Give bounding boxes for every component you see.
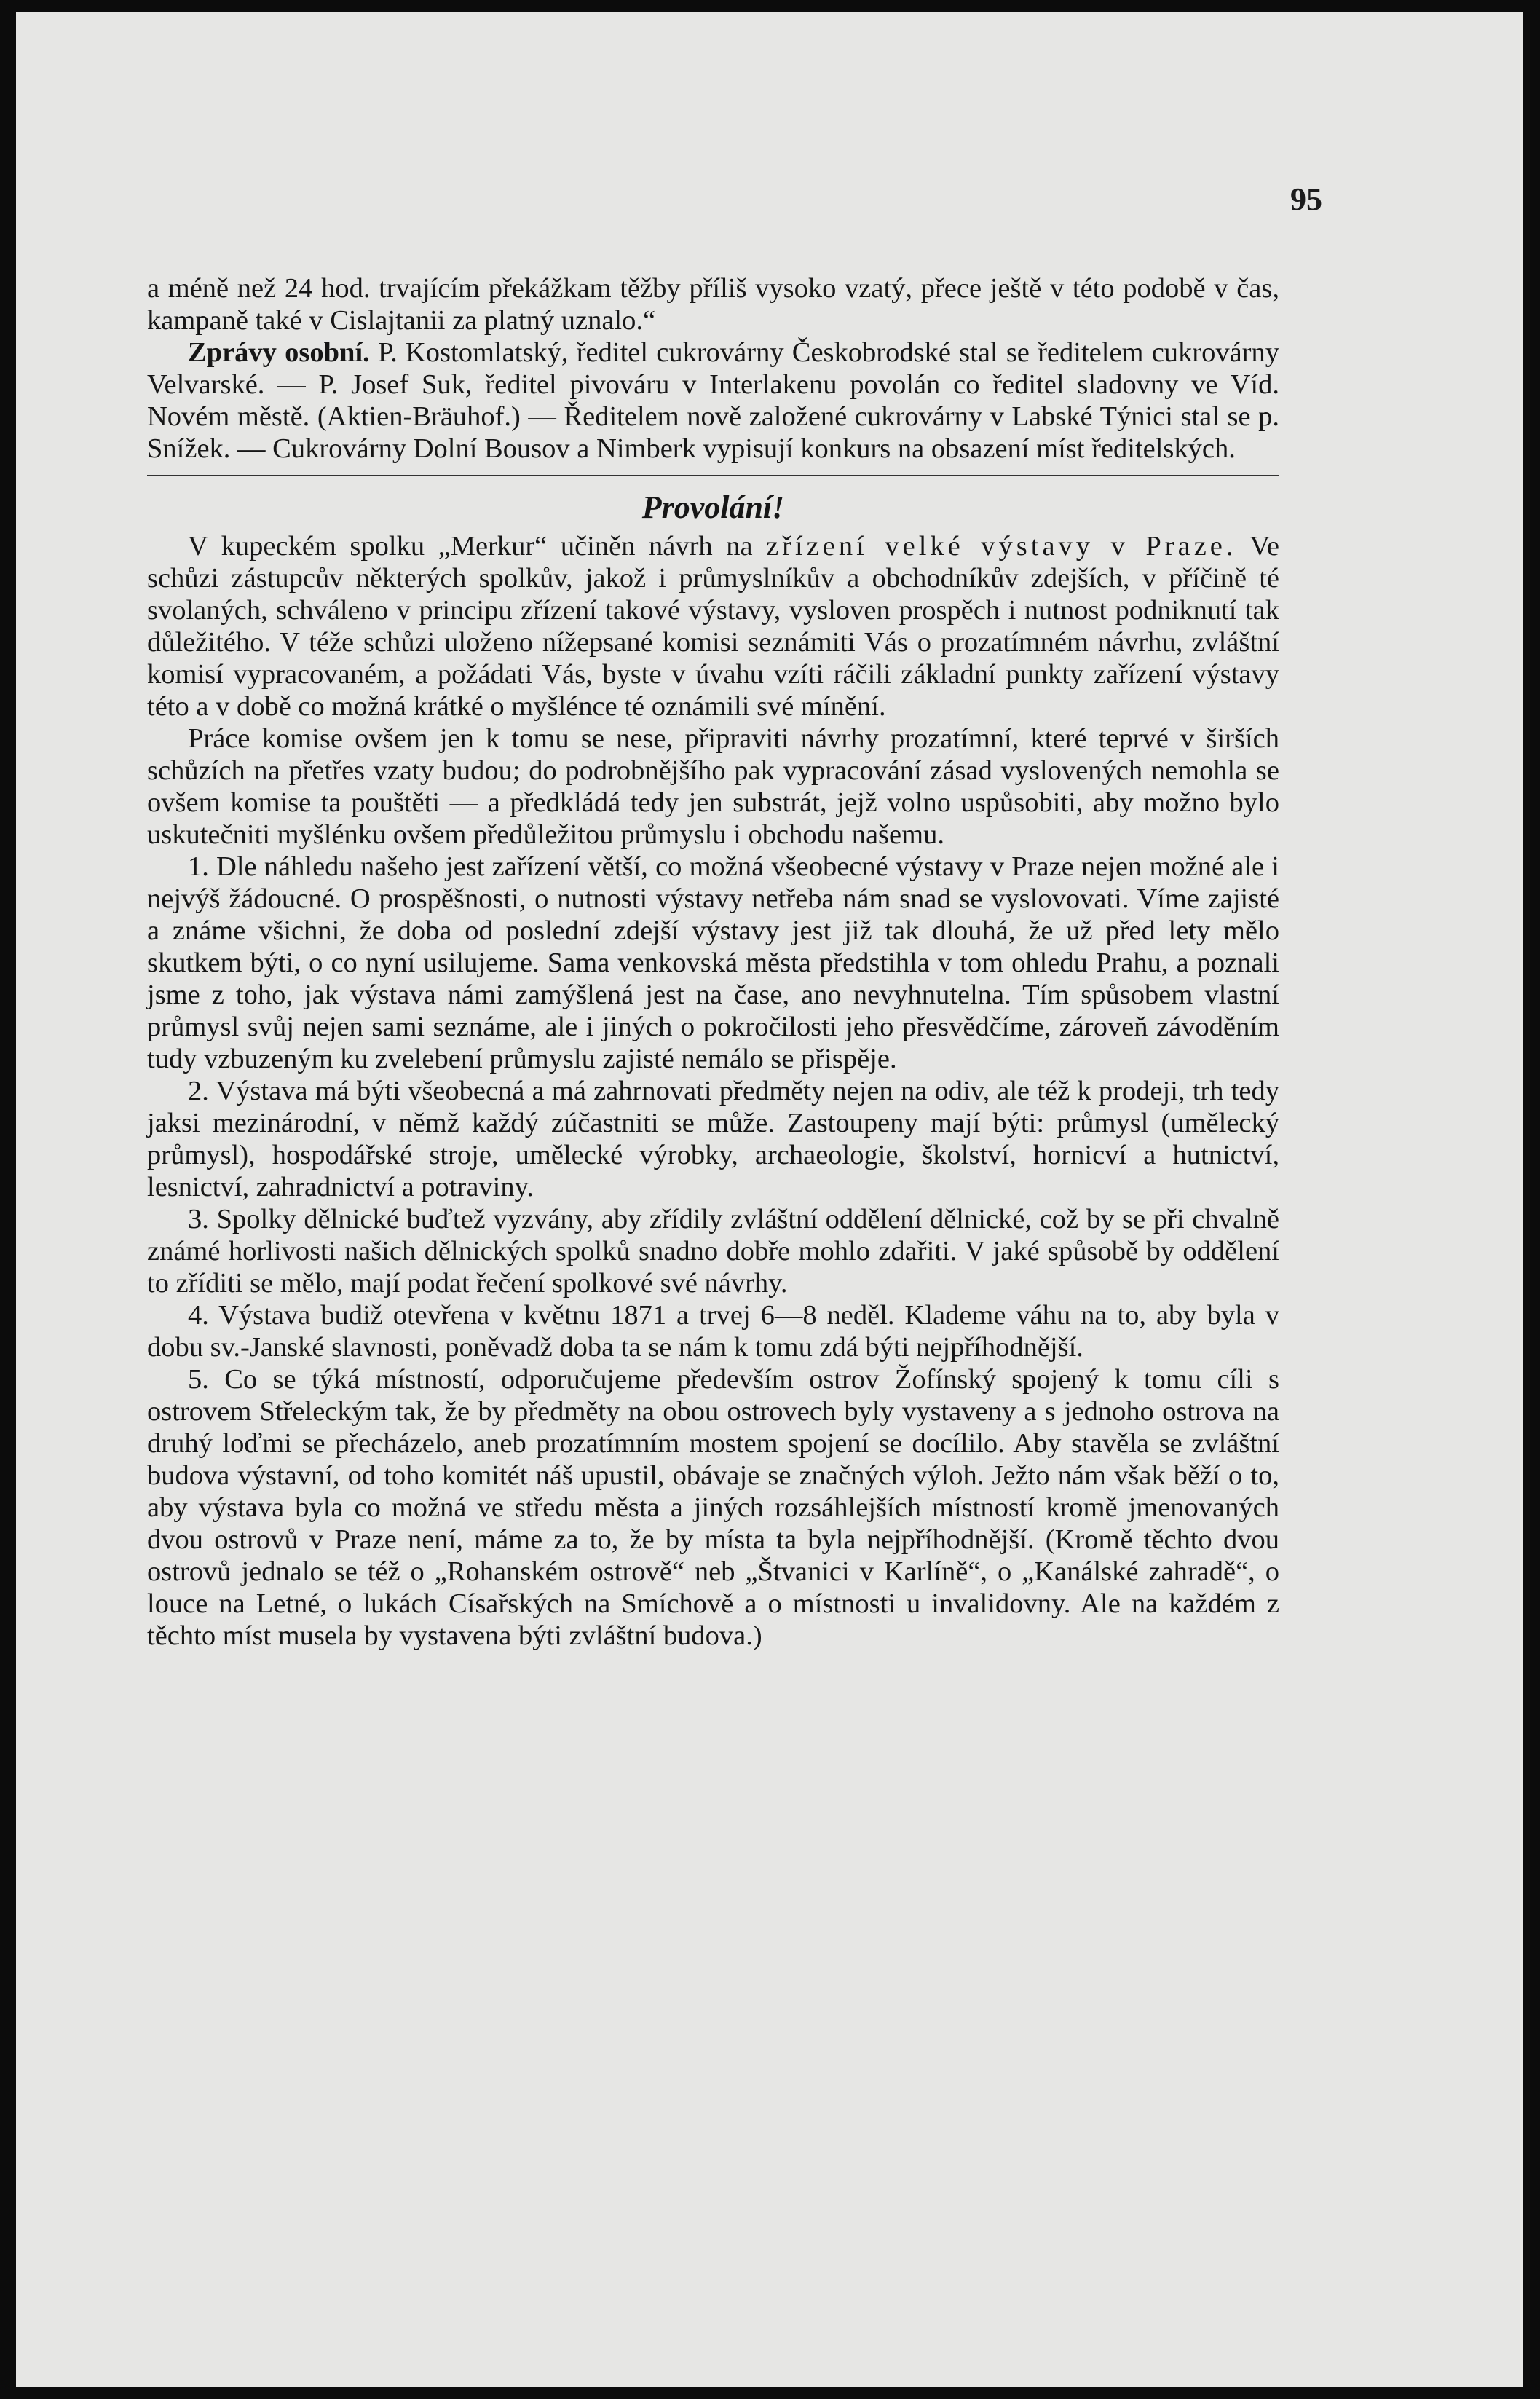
scanned-page [16,12,1523,2387]
appeal-paragraph-2: Práce komise ovšem jen k tomu se nese, připraviti návrhy prozatímní, které teprvé v širších schůzích na přetřes vzaty budou; do podrobnějšího pak vypracování zásad vyslovených nemohla se ovšem komise ta pouštěti — a předkládá tedy jen substrát, jejž volno uspůsobiti, aby možno bylo uskutečniti myšlénku ovšem předůležitou průmyslu i obchodu našemu. [147,723,1279,850]
article-text [147,272,1279,1652]
appeal-title: Provolání! [641,489,785,525]
appeal-intro-start: V kupeckém spolku „Merkur“ učiněn návrh na [188,531,753,562]
section-divider [147,475,1279,476]
appeal-point-1: 1. Dle náhledu našeho jest zařízení větší, co možná všeobecné výstavy v Praze nejen možné ale i nejvýš žádoucné. O prospěšnosti, o nutnosti výstavy netřeba nám snad se vyslovovati. Víme zajisté a známe všichni, že doba od poslední zdejší výstavy jest již tak dlouhá, že už před lety mělo skutkem býti, o co nyní usilujeme. Sama venkovská města předstihla v tom ohledu Prahu, a poznali jsme z toho, jak výstava námi zamýšlená jest na čase, ano nevyhnutelna. Tím spůsobem vlastní průmysl svůj nejen sami seznáme, ale i jiných o pokročilosti jeho přesvědčíme, zároveň závoděním tudy vzbuzeným ku zvelebení průmyslu zajisté nemálo se přispěje. [147,851,1279,1074]
appeal-point-2: 2. Výstava má býti všeobecná a má zahrnovati předměty nejen na odiv, ale též k prodeji, trh tedy jaksi mezinárodní, v němž každý zúčastniti se může. Zastoupeny mají býti: průmysl (umělecký průmysl), hospodářské stroje, umělecké výrobky, archaeologie, školství, hornicví a hutnictví, lesnictví, zahradnictví a potraviny. [147,1076,1279,1202]
appeal-intro-emphasis: zřízení velké výstavy v Praze. [766,531,1237,562]
news-body: P. Kostomlatský, ředitel cukrovárny Českobrodské stal se ředitelem cukrovárny Velvarské. — P. Josef Suk, ředitel pivováru v Interlakenu povolán co ředitel sladovny ve Víd. Novém městě. (Aktien-Bräuhof.) — Ředitelem nově založené cukrovárny v Labské Týnici stal se p. Snížek. — Cukrovárny Dolní Bousov a Nimberk vypisují konkurs na obsazení míst ředitelských. [147,337,1280,464]
appeal-intro-rest: Ve schůzi zástupcův některých spolkův, jakož i průmyslníkův a obchodníkův zdejších, v příčině té svolaných, schváleno v principu zřízení takové výstavy, vysloven prospěch i nutnost podniknutí tak důležitého. V téže schůzi uloženo nížepsané komisi seznámiti Vás o prozatímném návrhu, zvláštní komisí vypracovaném, a požádati Vás, byste v úvahu vzíti ráčili základní punkty zařízení výstavy této a v době co možná krátké o myšlénce té oznámili své mínění. [147,531,1279,722]
news-paragraph [147,336,1279,465]
news-heading: Zprávy osobní. [188,337,370,368]
page-number: 95 [1290,181,1322,217]
appeal-point-3: 3. Spolky dělnické buďtež vyzvány, aby zřídily zvláštní oddělení dělnické, což by se při chvalně známé horlivosti našich dělnických spolků snadno dobře mohlo zdařiti. V jaké spůsobě by oddělení to zříditi se mělo, mají podat řečení spolkové své návrhy. [147,1204,1279,1299]
continuation-paragraph: a méně než 24 hod. trvajícím překážkam těžby příliš vysoko vzatý, přece ještě v této podobě v čas, kampaně také v Cislajtanii za platný uznalo.“ [147,273,1279,336]
appeal-point-4: 4. Výstava budiž otevřena v květnu 1871 a trvej 6—8 neděl. Klademe váhu na to, aby byla v dobu sv.-Janské slavnosti, poněvadž doba ta se nám k tomu zdá býti nejpříhodnější. [147,1300,1279,1363]
appeal-intro [147,530,1279,722]
appeal-point-5: 5. Co se týká místností, odporučujeme především ostrov Žofínský spojený k tomu cíli s ostrovem Střeleckým tak, že by předměty na obou ostrovech byly vystaveny a s jednoho ostrova na druhý loďmi se přecházelo, aneb prozatímním mostem spojení se docílilo. Aby stavěla se zvláštní budova výstavní, od toho komitét náš upustil, obávaje se značných výloh. Ježto nám však běží o to, aby výstava byla co možná ve středu města a jiných rozsáhlejších místností kromě jmenovaných dvou ostrovů v Praze není, máme za to, že by místa ta byla nejpříhodnější. (Kromě těchto dvou ostrovů jednalo se též o „Rohanském ostrově“ neb „Štvanici v Karlíně“, o „Kanálské zahradě“, o louce na Letné, o lukách Císařských na Smíchově a o místnosti u invalidovny. Ale na každém z těchto míst musela by vystavena býti zvláštní budova.) [147,1364,1279,1651]
